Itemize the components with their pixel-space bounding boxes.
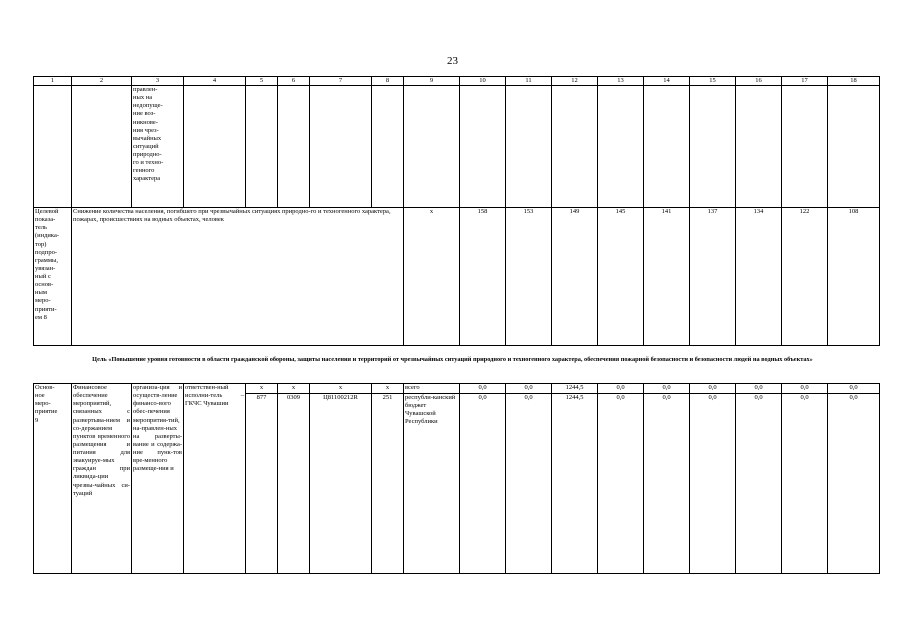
goal-heading: Цель «Повышение уровня готовности в области гражданской обороны, защиты населения и территорий от чрезвычайных ситуаций природного и техногенного характера, обеспечения пожарной безопасности и безопасности людей на водных объектах»	[92, 356, 813, 363]
column-number-row	[34, 77, 880, 86]
funding-value: 1244,5	[552, 384, 598, 394]
col-header: 11	[506, 77, 552, 86]
budget-code: х	[246, 384, 278, 394]
col-header: 8	[372, 77, 404, 86]
col-header: 2	[72, 77, 132, 86]
funding-value: 1244,5	[552, 394, 598, 574]
col-header: 18	[828, 77, 880, 86]
indicator-value: 137	[690, 208, 736, 346]
indicator-value: 134	[736, 208, 782, 346]
funding-value: 0,0	[506, 394, 552, 574]
col-header: 6	[278, 77, 310, 86]
indicator-value: 149	[552, 208, 598, 346]
measure-description-cont: правлен- ных на недопуще- ние воз- никнове- ния чрез- вычайных ситуаций природно- го и техно- генного характера	[132, 86, 184, 208]
funding-value: 0,0	[460, 394, 506, 574]
budget-code: х	[372, 384, 404, 394]
budget-code: Ц81100212R	[310, 394, 372, 574]
col-header: 10	[460, 77, 506, 86]
indicator-value: 141	[644, 208, 690, 346]
indicator-value: 122	[782, 208, 828, 346]
program-table-top	[33, 76, 880, 346]
measure-name: Финансовое обеспечение мероприятий, связанных с развертыва-нием и со-держанием пунктов временного размещения и питания для эвакуируе-мых граждан при ликвида-ции чрезвы-чайных си-туаций	[72, 384, 132, 574]
funding-value: 0,0	[828, 394, 880, 574]
funding-value: 0,0	[644, 384, 690, 394]
funding-value: 0,0	[460, 384, 506, 394]
col-header: 4	[184, 77, 246, 86]
indicator-col9: х	[404, 208, 460, 346]
indicator-value: 158	[460, 208, 506, 346]
funding-value: 0,0	[782, 384, 828, 394]
col-header: 16	[736, 77, 782, 86]
funding-value: 0,0	[506, 384, 552, 394]
budget-code: 251	[372, 394, 404, 574]
funding-value: 0,0	[782, 394, 828, 574]
funding-value: 0,0	[690, 394, 736, 574]
measure-row-total	[34, 384, 880, 394]
budget-code: 0309	[278, 394, 310, 574]
table-row	[34, 86, 880, 208]
funding-source: всего	[404, 384, 460, 394]
funding-value: 0,0	[736, 384, 782, 394]
col-header: 14	[644, 77, 690, 86]
page-number: 23	[447, 55, 458, 67]
indicator-value: 108	[828, 208, 880, 346]
funding-value: 0,0	[644, 394, 690, 574]
funding-value: 0,0	[598, 394, 644, 574]
col-header: 9	[404, 77, 460, 86]
indicator-row	[34, 208, 880, 346]
funding-value: 0,0	[598, 384, 644, 394]
col-header: 5	[246, 77, 278, 86]
measure-number: Основ- ное меро- приятие 9	[34, 384, 72, 574]
indicator-value: 145	[598, 208, 644, 346]
budget-code: х	[310, 384, 372, 394]
measure-description: организа-ция и осуществ-ление финансо-вого обес-печения меропрития-тий, на-правлен-ных на разверты-вание и содержа-ние пунк-тов вре-менного размеще-ния и	[132, 384, 184, 574]
funding-value: 0,0	[828, 384, 880, 394]
col-header: 15	[690, 77, 736, 86]
funding-value: 0,0	[690, 384, 736, 394]
program-table-bottom	[33, 383, 880, 574]
funding-source: республи-канский бюджет Чувашской Республики	[404, 394, 460, 574]
col-header: 13	[598, 77, 644, 86]
indicator-description: Снижение количества населения, погибшего при чрезвычайных ситуациях природно-го и техногенного характера, пожарах, происшествиях на водных объектах, человек	[72, 208, 404, 346]
budget-code: х	[278, 384, 310, 394]
budget-code: 877	[246, 394, 278, 574]
funding-value: 0,0	[736, 394, 782, 574]
col-header: 1	[34, 77, 72, 86]
indicator-value: 153	[506, 208, 552, 346]
col-header: 12	[552, 77, 598, 86]
indicator-label: Целевой показа- тель (индика- тор) подпро- граммы, увязан- ный с основ- ным меро- прияти- ем 8	[34, 208, 72, 346]
col-header: 7	[310, 77, 372, 86]
measure-executor: ответствен-ный исполни-тель – ГКЧС Чувашии	[184, 384, 246, 574]
col-header: 17	[782, 77, 828, 86]
col-header: 3	[132, 77, 184, 86]
